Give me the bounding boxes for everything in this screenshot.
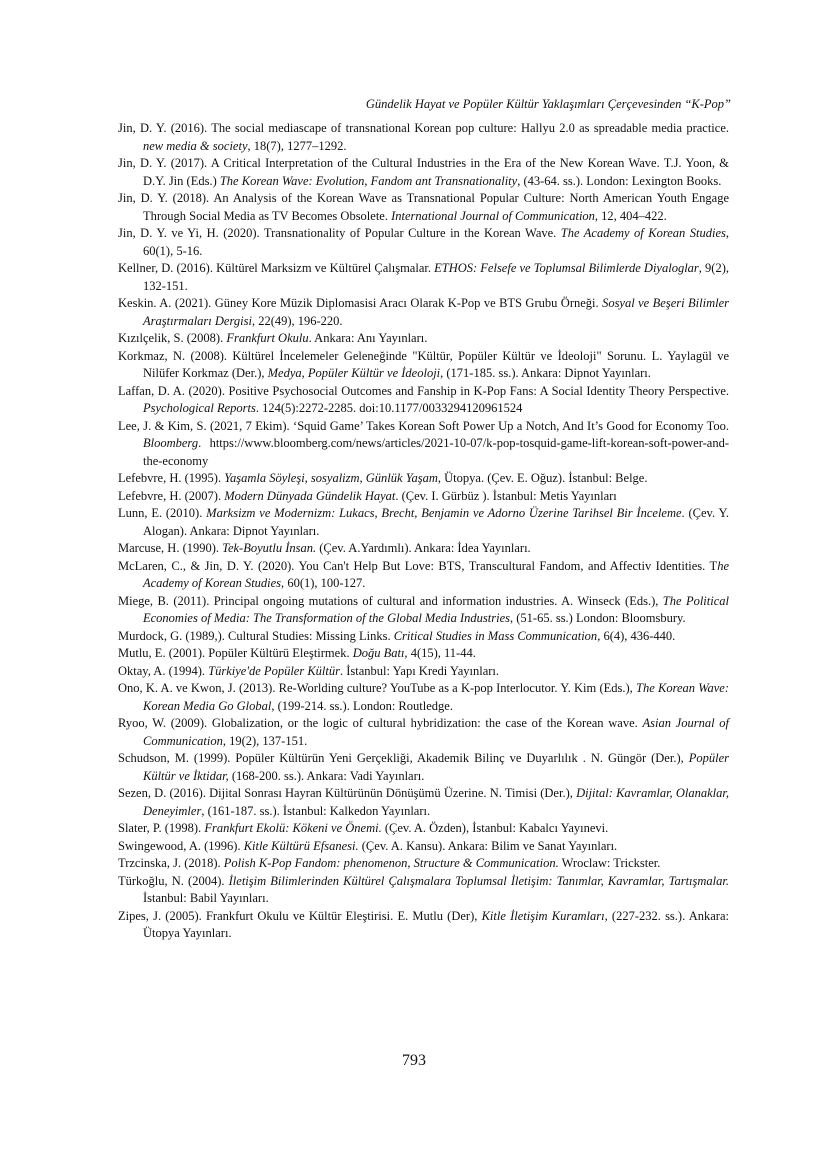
reference-entry xyxy=(118,645,729,663)
reference-title: The Korean Wave: Evolution, Fandom ant Transnationality xyxy=(219,173,518,188)
reference-text: Swingewood, A. (1996). xyxy=(118,838,244,853)
reference-text: , (199-214. ss.). London: Routledge. xyxy=(271,698,453,713)
reference-text: , 9(2), 132-151. xyxy=(143,261,729,293)
reference-entry xyxy=(118,680,729,715)
reference-list xyxy=(118,120,729,943)
reference-entry xyxy=(118,348,729,383)
reference-title: The Academy of Korean Studies xyxy=(560,226,726,240)
reference-text: Trzcinska, J. (2018). xyxy=(118,856,224,870)
reference-text: Wroclaw: Trickster. xyxy=(558,856,661,870)
reference-text: , 18(7), 1277–1292. xyxy=(247,138,347,153)
reference-entry xyxy=(118,155,729,190)
reference-text: Sezen, D. (2016). Dijital Sonrası Hayran Kültürünün Dönüşümü Üzerine. N. Timisi (Der.), xyxy=(118,786,577,800)
reference-text: Kızılçelik, S. (2008). xyxy=(118,331,227,345)
reference-text: (Çev. A. Özden), İstanbul: Kabalcı Yayınevi. xyxy=(381,821,609,835)
reference-text: Zipes, J. (2005). Frankfurt Okulu ve Kültür Eleştirisi. E. Mutlu (Der), xyxy=(118,908,482,923)
reference-text: , Ütopya. (Çev. E. Oğuz). İstanbul: Belge. xyxy=(437,471,648,485)
reference-text: , (43-64. ss.). London: Lexington Books. xyxy=(517,173,722,188)
reference-text: Lee, J. & Kim, S. (2021, 7 Ekim). ‘Squid Game’ Takes Korean Soft Power Up a Notch, And It’s Good for Economy Too. xyxy=(118,418,729,433)
reference-entry xyxy=(118,225,729,260)
reference-title: Kitle Kültürü Efsanesi. xyxy=(243,838,359,853)
reference-entry xyxy=(118,260,729,295)
reference-entry xyxy=(118,418,729,471)
reference-text: İstanbul: Babil Yayınları. xyxy=(143,891,269,905)
reference-text: . İstanbul: Yapı Kredi Yayınları. xyxy=(339,663,500,678)
reference-entry xyxy=(118,715,729,750)
reference-text: , 22(49), 196-220. xyxy=(251,313,343,328)
reference-entry xyxy=(118,558,729,593)
reference-title: Doğu Batı, xyxy=(352,646,408,660)
reference-title: Dijital: Kavramlar, Olanaklar, Deneyimler xyxy=(143,786,729,818)
reference-entry xyxy=(118,505,729,540)
reference-title: Marksizm ve Modernizm: Lukacs, Brecht, Benjamin ve Adorno Üzerine Tarihsel Bir İnceleme xyxy=(206,506,682,520)
reference-text: Jin, D. Y. ve Yi, H. (2020). Transnationality of Popular Culture in the Korean Wave. xyxy=(118,226,561,240)
reference-text: . (Çev. Y. Alogan). Ankara: Dipnot Yayınları. xyxy=(143,506,729,538)
reference-entry xyxy=(118,383,729,418)
reference-entry xyxy=(118,330,729,348)
reference-title: The Korean Wave: Korean Media Go Global xyxy=(143,681,729,713)
reference-title: Critical Studies in Mass Communication xyxy=(393,628,598,643)
reference-title: ETHOS: Felsefe ve Toplumsal Bilimlerde Diyaloglar xyxy=(434,261,699,275)
reference-title: International Journal of Communication xyxy=(391,208,595,223)
reference-title: Psychological Reports xyxy=(143,401,256,415)
reference-title: Modern Dünyada Gündelik Hayat xyxy=(224,488,396,503)
reference-entry xyxy=(118,908,729,943)
reference-text: Laffan, D. A. (2020). Positive Psychosocial Outcomes and Fanship in K-Pop Fans: A Social Identity Theory Perspective. xyxy=(118,383,729,398)
reference-text: . 124(5):2272-2285. doi:10.1177/0033294120961524 xyxy=(255,401,523,415)
page-number: 793 xyxy=(402,1052,426,1069)
reference-text: , 19(2), 137-151. xyxy=(222,733,308,748)
reference-title: Bloomberg xyxy=(143,436,199,450)
reference-text: , (227-232. ss.). Ankara: Ütopya Yayınları. xyxy=(143,908,729,940)
reference-text: Ryoo, W. (2009). Globalization, or the logic of cultural hybridization: the case of the Korean wave. xyxy=(118,716,643,730)
reference-title: Medya, Popüler Kültür ve İdeoloji xyxy=(267,366,441,380)
reference-text: Jin, D. Y. (2018). An Analysis of the Korean Wave as Transnational Popular Culture: North American Youth Engage Through Social Media as TV Becomes Obsolete. xyxy=(118,191,729,223)
reference-text: , (161-187. ss.). İstanbul: Kalkedon Yayınları. xyxy=(201,803,431,818)
reference-text: . (Çev. I. Gürbüz ). İstanbul: Metis Yayınları xyxy=(395,488,617,503)
reference-text: Oktay, A. (1994). xyxy=(118,663,209,678)
reference-text: Kellner, D. (2016). Kültürel Marksizm ve Kültürel Çalışmalar. xyxy=(118,261,435,275)
reference-title: new media & society xyxy=(143,138,248,153)
reference-text: Marcuse, H. (1990). xyxy=(118,541,223,555)
reference-text: Lunn, E. (2010). xyxy=(118,506,207,520)
reference-entry xyxy=(118,190,729,225)
reference-entry xyxy=(118,838,729,856)
reference-text: , 12, 404–422. xyxy=(594,208,667,223)
reference-text: Schudson, M. (1999). Popüler Kültürün Yeni Gerçekliği, Akademik Bilinç ve Duyarlılık . N. Güngör (Der.), xyxy=(118,751,689,765)
reference-text: (Çev. A. Kansu). Ankara: Bilim ve Sanat Yayınları. xyxy=(358,838,618,853)
reference-title: Türkiye'de Popüler Kültür xyxy=(208,663,340,678)
reference-text: , (51-65. ss.) London: Bloomsbury. xyxy=(510,611,686,625)
reference-entry xyxy=(118,593,729,628)
reference-text: , (171-185. ss.). Ankara: Dipnot Yayınları. xyxy=(440,366,651,380)
reference-text: Türkoğlu, N. (2004). xyxy=(118,873,229,888)
reference-title: Sosyal ve Beşeri Bilimler Araştırmaları Dergisi xyxy=(143,296,729,328)
reference-text: . Ankara: Anı Yayınları. xyxy=(308,331,428,345)
reference-text: (Çev. A.Yardımlı). Ankara: İdea Yayınları. xyxy=(316,541,531,555)
reference-title: Kitle İletişim Kuramları xyxy=(481,908,605,923)
reference-text: Keskin. A. (2021). Güney Kore Müzik Diplomasisi Aracı Olarak K-Pop ve BTS Grubu Örneği. xyxy=(118,296,603,310)
reference-text: Lefebvre, H. (1995). xyxy=(118,471,225,485)
reference-text: Ono, K. A. ve Kwon, J. (2013). Re-Worlding culture? YouTube as a K-pop Interlocutor. Y. Kim (Eds.), xyxy=(118,681,637,695)
reference-text: McLaren, C., & Jin, D. Y. (2020). You Can't Help But Love: BTS, Transcultural Fandom, and Affectiv Identities. T xyxy=(118,558,718,573)
reference-entry xyxy=(118,120,729,155)
reference-entry xyxy=(118,785,729,820)
reference-text: Jin, D. Y. (2017). A Critical Interpretation of the Cultural Industries in the Era of the New Korean Wave. T.J. Yoon, & D.Y. Jin (Eds.) xyxy=(118,156,729,188)
reference-title: The Political Economies of Media: The Transformation of the Global Media Industries xyxy=(143,593,729,625)
reference-title: Frankfurt Okulu xyxy=(226,331,309,345)
reference-text: Mutlu, E. (2001). Popüler Kültürü Eleştirmek. xyxy=(118,646,353,660)
reference-entry xyxy=(118,540,729,558)
reference-text: , 60(1), 5-16. xyxy=(143,226,729,258)
reference-text: , 6(4), 436-440. xyxy=(597,628,676,643)
reference-text: Jin, D. Y. (2016). The social mediascape of transnational Korean pop culture: Hallyu 2.0 as spreadable media practice. xyxy=(118,121,729,135)
reference-text: Slater, P. (1998). xyxy=(118,821,205,835)
reference-entry xyxy=(118,750,729,785)
reference-text: (168-200. ss.). Ankara: Vadi Yayınları. xyxy=(228,768,425,783)
reference-title: Polish K-Pop Fandom: phenomenon, Structure & Communication. xyxy=(223,856,559,870)
reference-entry xyxy=(118,488,729,506)
reference-entry xyxy=(118,873,729,908)
reference-entry xyxy=(118,855,729,873)
reference-title: İletişim Bilimlerinden Kültürel Çalışmalara Toplumsal İletişim: Tanımlar, Kavramlar, Tartışmalar. xyxy=(228,873,729,888)
reference-title: Yaşamla Söyleşi, sosyalizm, Günlük Yaşam xyxy=(224,471,438,485)
reference-text: 60(1), 100-127. xyxy=(284,576,366,590)
reference-title: Asian Journal of Communication xyxy=(143,716,729,748)
reference-entry xyxy=(118,663,729,681)
reference-text: Murdock, G. (1989,). Cultural Studies: Missing Links. xyxy=(118,628,394,643)
reference-title: Tek-Boyutlu İnsan. xyxy=(222,541,317,555)
reference-text: Korkmaz, N. (2008). Kültürel İncelemeler Geleneğinde "Kültür, Popüler Kültür ve İdeoloji" Sorunu. L. Yaylagül ve Nilüfer Korkmaz (Der.), xyxy=(118,348,729,380)
reference-text: Miege, B. (2011). Principal ongoing mutations of cultural and information industries. A. Winseck (Eds.), xyxy=(118,593,663,608)
reference-text: Lefebvre, H. (2007). xyxy=(118,488,225,503)
reference-entry xyxy=(118,820,729,838)
reference-text: 4(15), 11-44. xyxy=(407,646,476,660)
running-header: Gündelik Hayat ve Popüler Kültür Yaklaşımları Çerçevesinden “K-Pop” xyxy=(365,97,731,111)
reference-entry xyxy=(118,628,729,646)
reference-text: . https://www.bloomberg.com/news/articles/2021-10-07/k-pop-tosquid-game-lift-korean-soft-power-and-the-economy xyxy=(143,436,729,468)
reference-title: Frankfurt Ekolü: Kökeni ve Önemi. xyxy=(204,821,382,835)
reference-entry xyxy=(118,295,729,330)
reference-title: he Academy of Korean Studies, xyxy=(143,558,729,590)
reference-title: Popüler Kültür ve İktidar, xyxy=(143,751,729,783)
reference-entry xyxy=(118,470,729,488)
